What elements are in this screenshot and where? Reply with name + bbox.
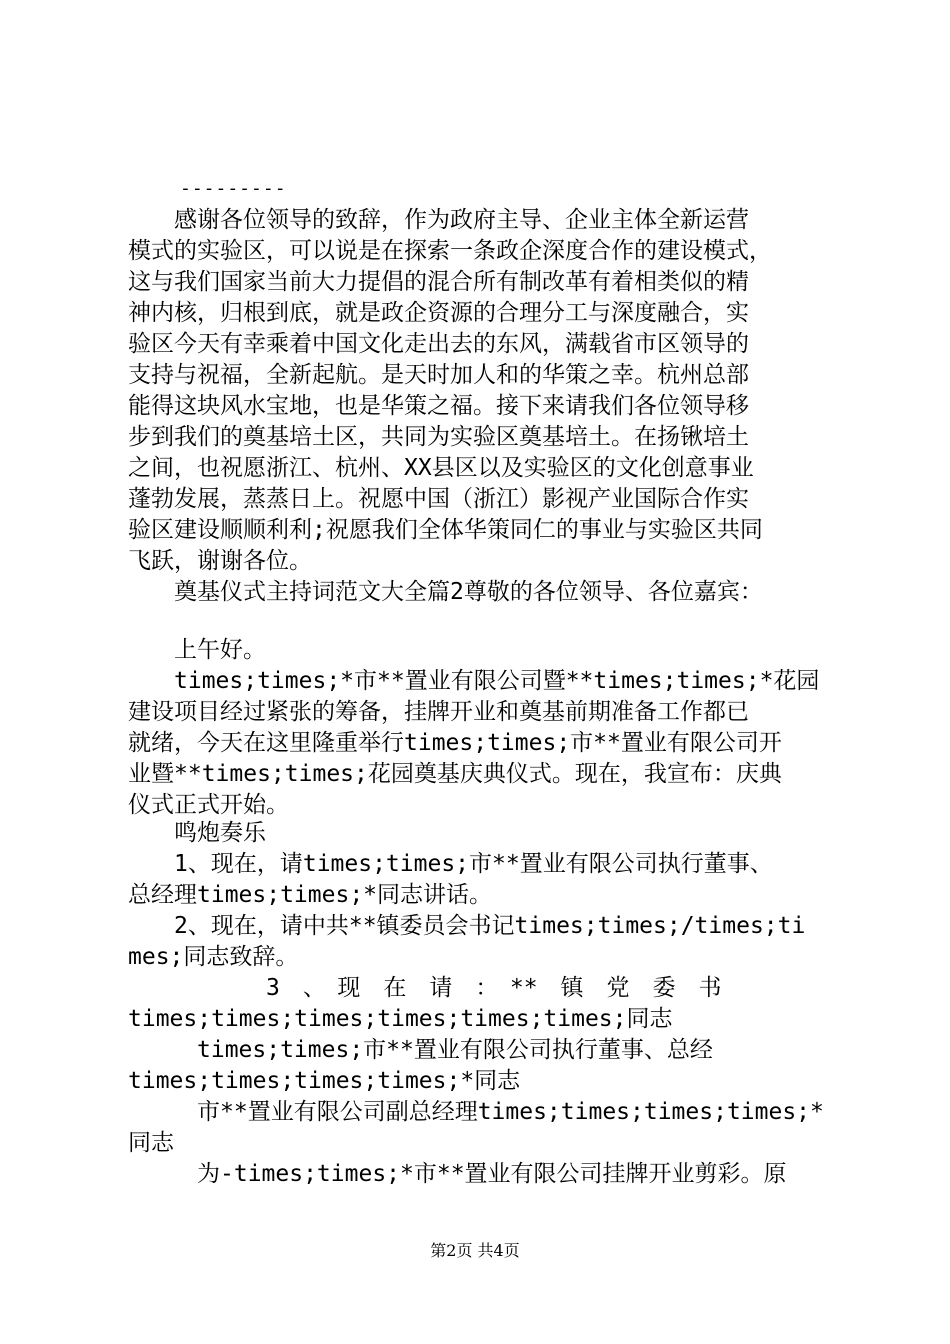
body-line: 2、现在，请中共**镇委员会书记times;times;/times;ti [128, 913, 806, 939]
body-line: 市**置业有限公司副总经理times;times;times;times;* [128, 1099, 824, 1125]
body-line: 神内核，归根到底，就是政企资源的合理分工与深度融合，实 [128, 300, 749, 326]
body-line: 感谢各位领导的致辞，作为政府主导、企业主体全新运营 [128, 207, 749, 233]
section-heading: 奠基仪式主持词范文大全篇2尊敬的各位领导、各位嘉宾： [128, 579, 763, 605]
body-line: 这与我们国家当前大力提倡的混合所有制改革有着相类似的精 [128, 269, 749, 295]
body-line: 总经理times;times;*同志讲话。 [128, 882, 493, 908]
body-line: 为-times;times;*市**置业有限公司挂牌开业剪彩。原 [128, 1161, 787, 1187]
body-line: 鸣炮奏乐 [128, 820, 266, 846]
body-line: 蓬勃发展，蒸蒸日上。祝愿中国（浙江）影视产业国际合作实 [128, 486, 749, 512]
body-line: 业暨**times;times;花园奠基庆典仪式。现在，我宣布：庆典 [128, 761, 782, 787]
body-line: 3 、 现 在 请 ： ** 镇 党 委 书 [128, 975, 722, 1001]
body-line: times;times;*市**置业有限公司暨**times;times;*花园 [128, 668, 820, 694]
body-line: 模式的实验区，可以说是在探索一条政企深度合作的建设模式， [128, 238, 772, 264]
body-line: 验区今天有幸乘着中国文化走出去的东风，满载省市区领导的 [128, 331, 749, 357]
body-line: 步到我们的奠基培土区，共同为实验区奠基培土。在扬锹培土 [128, 424, 749, 450]
body-line: 同志 [128, 1130, 174, 1156]
body-line: mes;同志致辞。 [128, 944, 299, 970]
page-footer: 第2页 共4页 [430, 1241, 520, 1260]
body-line: 飞跃，谢谢各位。 [128, 548, 312, 574]
body-line: times;times;times;times;times;times;同志 [128, 1006, 673, 1032]
body-line: 就绪，今天在这里隆重举行times;times;市**置业有限公司开 [128, 730, 782, 756]
greeting: 上午好。 [128, 637, 266, 663]
body-line: times;times;times;times;*同志 [128, 1068, 521, 1094]
body-line: 仪式正式开始。 [128, 792, 289, 818]
blank-line [128, 608, 833, 638]
body-line: 支持与祝福，全新起航。是天时加人和的华策之幸。杭州总部 [128, 362, 749, 388]
body-line: 1、现在，请times;times;市**置业有限公司执行董事、 [128, 851, 773, 877]
body-line: 验区建设顺顺利利;祝愿我们全体华策同仁的事业与实验区共同 [128, 517, 763, 543]
body-line: 之间，也祝愿浙江、杭州、XX县区以及实验区的文化创意事业 [128, 455, 754, 481]
body-line: 建设项目经过紧张的筹备，挂牌开业和奠基前期准备工作都已 [128, 699, 749, 725]
body-line: 能得这块风水宝地，也是华策之福。接下来请我们各位领导移 [128, 393, 749, 419]
separator-line: --------- [180, 178, 287, 199]
body-line: times;times;市**置业有限公司执行董事、总经 [128, 1037, 713, 1063]
